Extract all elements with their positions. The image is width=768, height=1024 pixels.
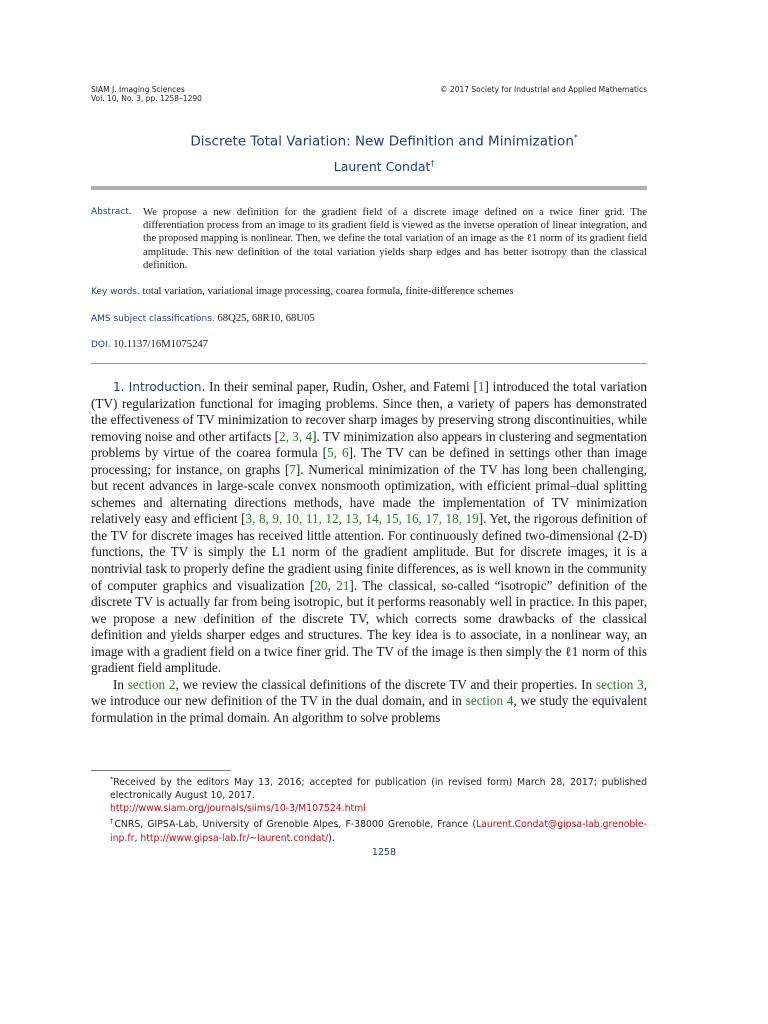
text-run: In <box>113 676 128 692</box>
section-link[interactable]: section 2 <box>127 676 176 692</box>
citation-link[interactable]: 5, 6 <box>327 445 349 461</box>
section-link[interactable]: section 3 <box>595 676 644 692</box>
text-run: ]. The classical, so-called “isotropic” definition of the discrete TV is actually far from being isotropic, but it performs reasonably well in practice. In this paper, we propose a new definition of the discrete TV, which corrects some drawbacks of the classical definition and yields sharper edges and structures. The key idea is to associate, in a nonlinear way, an image with a gradient field on a twice finer grid. The TV of the image is then simply the ℓ1 norm of this gradient field amplitude. <box>91 577 648 676</box>
text-run: ]. Numerical minimization of the TV has long been challenging, but recent advances in large-scale convex nonsmooth optimization, with efficient primal–dual splitting schemes and alternating directions methods, have made the implementation of TV minimization relatively easy and efficient [ <box>91 461 647 527</box>
footnote-2 <box>91 815 647 844</box>
keywords-label: Key words. <box>91 287 140 297</box>
text-run: ]. Yet, the rigorous definition of the TV for discrete images has received little attention. For continuously defined two-dimensional (2-D) functions, the TV is simply the L1 norm of the gradient amplitude. But for discrete images, it is a nontrivial task to properly define the gradient using finite differences, as is well known in the community of computer graphics and visualization [ <box>91 511 647 593</box>
text-run: ] introduced the total variation (TV) regularization functional for imaging problems. Since then, a variety of papers has demonstrated the effectiveness of TV minimization to recover sharp images by preserving strong discontinuities, while removing noise and other artifacts [ <box>91 379 647 444</box>
front-matter-divider <box>91 363 647 364</box>
citation-link[interactable]: 7 <box>289 461 296 477</box>
intro-paragraph-1 <box>91 379 647 677</box>
journal-url-link[interactable]: http://www.siam.org/journals/siims/10-3/M107524.html <box>110 803 366 815</box>
email-link[interactable]: Laurent.Condat@gipsa-lab.grenoble-inp.fr <box>110 819 647 844</box>
page-number: 1258 <box>371 847 397 858</box>
ams-text: 68Q25, 68R10, 68U05 <box>217 312 315 324</box>
journal-info <box>91 85 202 103</box>
doi-text[interactable]: 10.1137/16M1075247 <box>113 338 209 350</box>
citation-link[interactable]: 1 <box>477 379 485 394</box>
text-run: ]. TV minimization also appears in clustering and segmentation problems by virtue of the coarea formula [ <box>91 428 648 461</box>
abstract-label: Abstract. <box>91 207 132 217</box>
doi-block <box>91 338 647 352</box>
author-line <box>0 159 768 174</box>
title-footnote-mark[interactable]: * <box>573 133 578 142</box>
footnote-1 <box>91 773 647 802</box>
keywords-block <box>91 285 647 299</box>
footnote-text: CNRS, GIPSA-Lab, University of Grenoble Alpes, F-38000 Grenoble, France ( <box>114 819 476 831</box>
author-name: Laurent Condat <box>333 159 431 175</box>
abstract-text: We propose a new definition for the gradient field of a discrete image defined on a twice finer grid. The differentiation process from an image to its gradient field is viewed as the inverse operation of linear integration, and the proposed mapping is nonlinear. Then, we define the total variation of an image as the ℓ1 norm of its gradient field amplitude. This new definition of the total variation yields sharp edges and has better isotropy than the classical definition. <box>143 206 647 271</box>
ams-block <box>91 312 647 326</box>
text-run: , we review the classical definitions of the discrete TV and their properties. In <box>175 676 596 692</box>
section-link[interactable]: section 4 <box>465 693 514 709</box>
text-run: ]. The TV can be defined in settings other than image processing; for instance, on graphs [ <box>91 445 648 477</box>
body-text <box>91 379 647 726</box>
intro-paragraph-2 <box>91 677 647 727</box>
journal-volume: Vol. 10, No. 3, pp. 1258–1290 <box>91 94 202 103</box>
footnote-1-url-line <box>91 802 647 815</box>
title-divider <box>91 186 647 190</box>
text-run: , we study the equivalent formulation in the primal domain. An algorithm to solve problems <box>91 693 647 725</box>
footnote-text: ). <box>328 832 335 844</box>
text-run: , we introduce our new definition of the TV in the dual domain, and in <box>91 676 647 709</box>
title-text: Discrete Total Variation: New Definition and Minimization <box>190 133 574 150</box>
footnote-text: Received by the editors May 13, 2016; accepted for publication (in revised form) March 28, 2017; published electronically August 10, 2017. <box>110 777 647 802</box>
journal-name: SIAM J. Imaging Sciences <box>91 85 185 94</box>
citation-link[interactable]: 20, 21 <box>314 577 350 593</box>
citation-link[interactable]: 3, 8, 9, 10, 11, 12, 13, 14, 15, 16, 17, 18, 19 <box>245 511 479 527</box>
doi-label: DOI. <box>91 340 111 350</box>
text-run: In their seminal paper, Rudin, Osher, and Fatemi [ <box>209 379 478 394</box>
footnote-mark: * <box>110 775 114 783</box>
ams-label: AMS subject classifications. <box>91 314 215 324</box>
homepage-link[interactable]: http://www.gipsa-lab.fr/~laurent.condat/ <box>140 832 329 844</box>
footnote-mark: † <box>110 817 115 826</box>
author-footnote-mark[interactable]: † <box>430 159 435 168</box>
footnote-divider <box>91 770 231 771</box>
footnote-text: , <box>134 832 141 844</box>
paper-title <box>0 133 768 150</box>
copyright-notice: © 2017 Society for Industrial and Applied Mathematics <box>440 85 647 94</box>
citation-link[interactable]: 2, 3, 4 <box>279 428 313 444</box>
keywords-text: total variation, variational image processing, coarea formula, finite-difference schemes <box>142 285 514 297</box>
section-heading: 1. Introduction. <box>113 380 206 394</box>
footnotes <box>91 773 647 845</box>
